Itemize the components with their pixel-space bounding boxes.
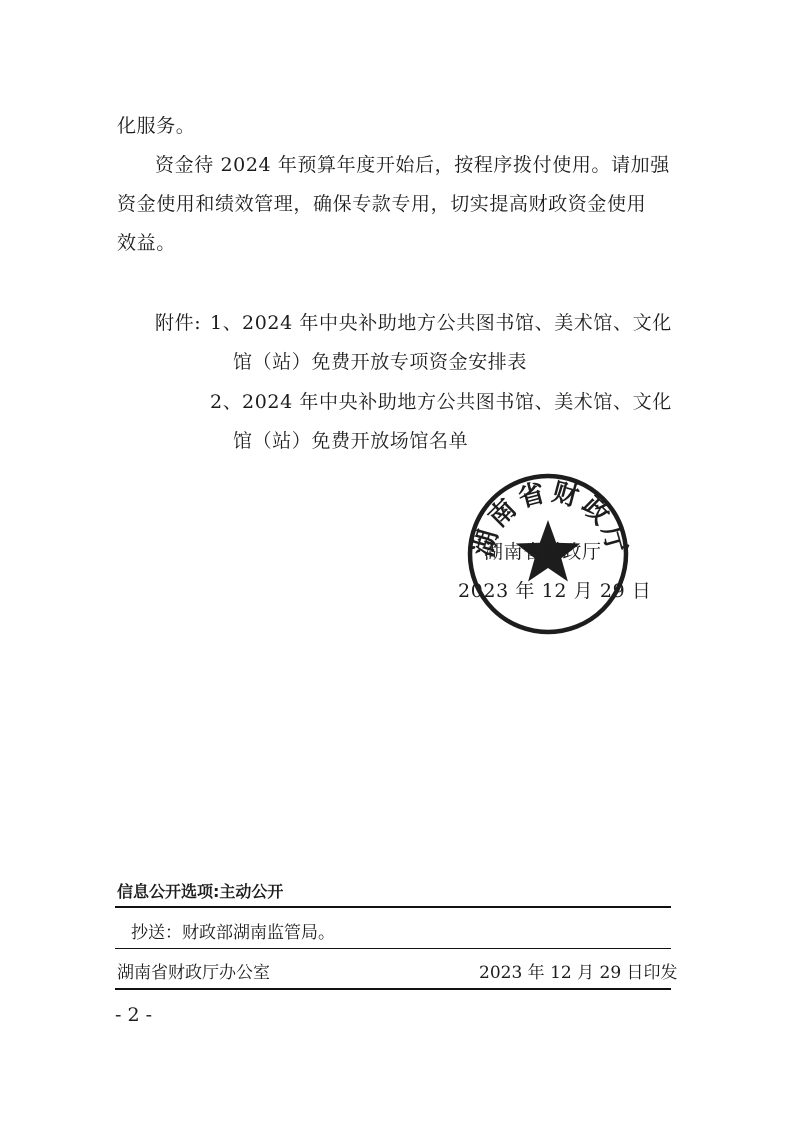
disclosure-option: 信息公开选项:主动公开 <box>117 882 284 901</box>
body-line-4: 效益。 <box>117 232 176 254</box>
page-number: - 2 - <box>115 1004 153 1026</box>
attachment-2-number: 2、 <box>210 391 243 413</box>
attachment-2-line-1: 2024 年中央补助地方公共图书馆、美术馆、文化 <box>242 391 672 413</box>
body-line-1: 化服务。 <box>117 115 196 137</box>
attachment-1-line-1: 2024 年中央补助地方公共图书馆、美术馆、文化 <box>242 312 672 334</box>
body-line-3: 资金使用和绩效管理，确保专款专用，切实提高财政资金使用 <box>117 193 647 215</box>
signature-block <box>452 468 662 643</box>
footer-middle-rule <box>115 948 671 949</box>
issuing-office: 湖南省财政厅办公室 <box>117 963 270 983</box>
issue-date: 2023 年 12 月 29 日印发 <box>479 963 678 983</box>
seal-text: 湖南省财政厅 <box>468 477 633 560</box>
cc-line: 抄送：财政部湖南监管局。 <box>131 923 335 943</box>
footer-bottom-rule <box>115 988 671 990</box>
attachment-1-number: 1、 <box>210 312 243 334</box>
body-line-2: 资金待 2024 年预算年度开始后，按程序拨付使用。请加强 <box>155 154 670 176</box>
signing-date: 2023 年 12 月 29 日 <box>458 580 652 602</box>
attachment-2-line-2: 馆（站）免费开放场馆名单 <box>233 430 469 452</box>
attachments-label: 附件: <box>155 312 202 334</box>
footer-top-rule <box>115 906 671 908</box>
attachment-1-line-2: 馆（站）免费开放专项资金安排表 <box>233 351 528 373</box>
signing-organization: 湖南省财政厅 <box>484 541 602 563</box>
